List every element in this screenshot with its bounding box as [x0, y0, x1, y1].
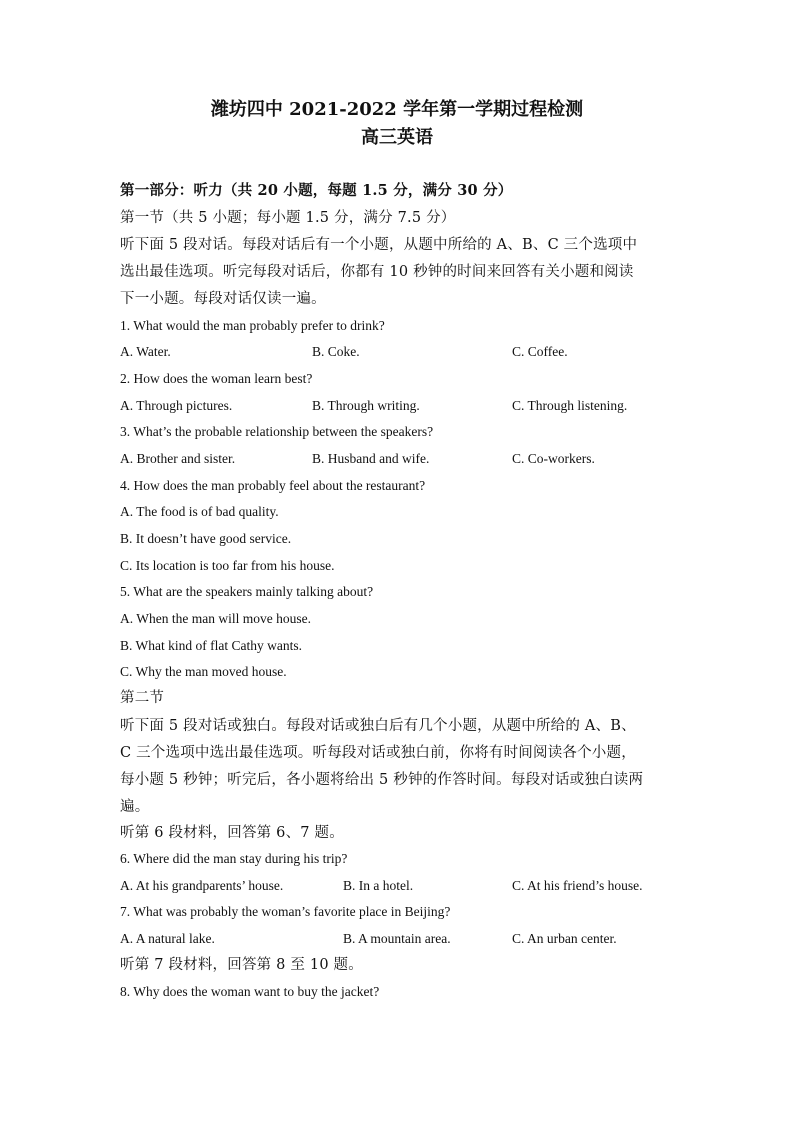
section1-instruction-line: 选出最佳选项。听完每段对话后，你都有 10 秒钟的时间来回答有关小题和阅读: [120, 264, 634, 280]
material-7-note: 听第 7 段材料，回答第 8 至 10 题。: [120, 957, 363, 973]
question-3-option-c: C. Co-workers.: [512, 451, 595, 466]
section1-heading: 第一节（共 5 小题；每小题 1.5 分，满分 7.5 分）: [120, 210, 456, 226]
section1-instruction-line: 下一小题。每段对话仅读一遍。: [120, 291, 326, 307]
question-4: 4. How does the man probably feel about the restaurant?: [120, 478, 426, 493]
question-4-option-c: C. Its location is too far from his house.: [120, 558, 335, 573]
question-5-option-b: B. What kind of flat Cathy wants.: [120, 638, 302, 653]
question-1-option-a: A. Water.: [120, 344, 171, 359]
question-4-option-a: A. The food is of bad quality.: [120, 504, 279, 519]
question-1-option-b: B. Coke.: [312, 344, 360, 359]
section2-instruction-line: 每小题 5 秒钟；听完后，各小题将给出 5 秒钟的作答时间。每段对话或独白读两: [120, 772, 644, 788]
question-7-option-c: C. An urban center.: [512, 931, 617, 946]
question-7-option-b: B. A mountain area.: [343, 931, 451, 946]
question-2: 2. How does the woman learn best?: [120, 371, 313, 386]
question-2-option-a: A. Through pictures.: [120, 398, 233, 413]
question-6-option-c: C. At his friend’s house.: [512, 878, 643, 893]
section2-heading: 第二节: [120, 690, 165, 706]
question-1-option-c: C. Coffee.: [512, 344, 568, 359]
question-5: 5. What are the speakers mainly talking about?: [120, 584, 374, 599]
question-7: 7. What was probably the woman’s favorite place in Beijing?: [120, 904, 451, 919]
question-6-option-b: B. In a hotel.: [343, 878, 414, 893]
question-2-option-c: C. Through listening.: [512, 398, 628, 413]
material-6-note: 听第 6 段材料，回答第 6、7 题。: [120, 825, 344, 841]
question-5-option-a: A. When the man will move house.: [120, 611, 311, 626]
exam-subject: 高三英语: [361, 127, 433, 148]
question-5-option-c: C. Why the man moved house.: [120, 664, 287, 679]
part1-heading: 第一部分：听力（共 20 小题，每题 1.5 分，满分 30 分）: [120, 182, 513, 199]
question-2-option-b: B. Through writing.: [312, 398, 420, 413]
question-4-option-b: B. It doesn’t have good service.: [120, 531, 292, 546]
question-1: 1. What would the man probably prefer to drink?: [120, 318, 385, 333]
question-6-option-a: A. At his grandparents’ house.: [120, 878, 284, 893]
question-3: 3. What’s the probable relationship between the speakers?: [120, 424, 434, 439]
question-8: 8. Why does the woman want to buy the jacket?: [120, 984, 380, 999]
section2-instruction-line: C 三个选项中选出最佳选项。听每段对话或独白前，你将有时间阅读各个小题，: [120, 745, 636, 761]
question-3-option-a: A. Brother and sister.: [120, 451, 236, 466]
question-6: 6. Where did the man stay during his trip?: [120, 851, 348, 866]
section2-instruction-line: 听下面 5 段对话或独白。每段对话或独白后有几个小题，从题中所给的 A、B、: [120, 718, 636, 734]
section1-instruction-line: 听下面 5 段对话。每段对话后有一个小题，从题中所给的 A、B、C 三个选项中: [120, 237, 638, 253]
section2-instruction-line: 遍。: [120, 799, 150, 815]
question-7-option-a: A. A natural lake.: [120, 931, 215, 946]
question-3-option-b: B. Husband and wife.: [312, 451, 430, 466]
exam-title: 潍坊四中 2021-2022 学年第一学期过程检测: [210, 99, 584, 120]
